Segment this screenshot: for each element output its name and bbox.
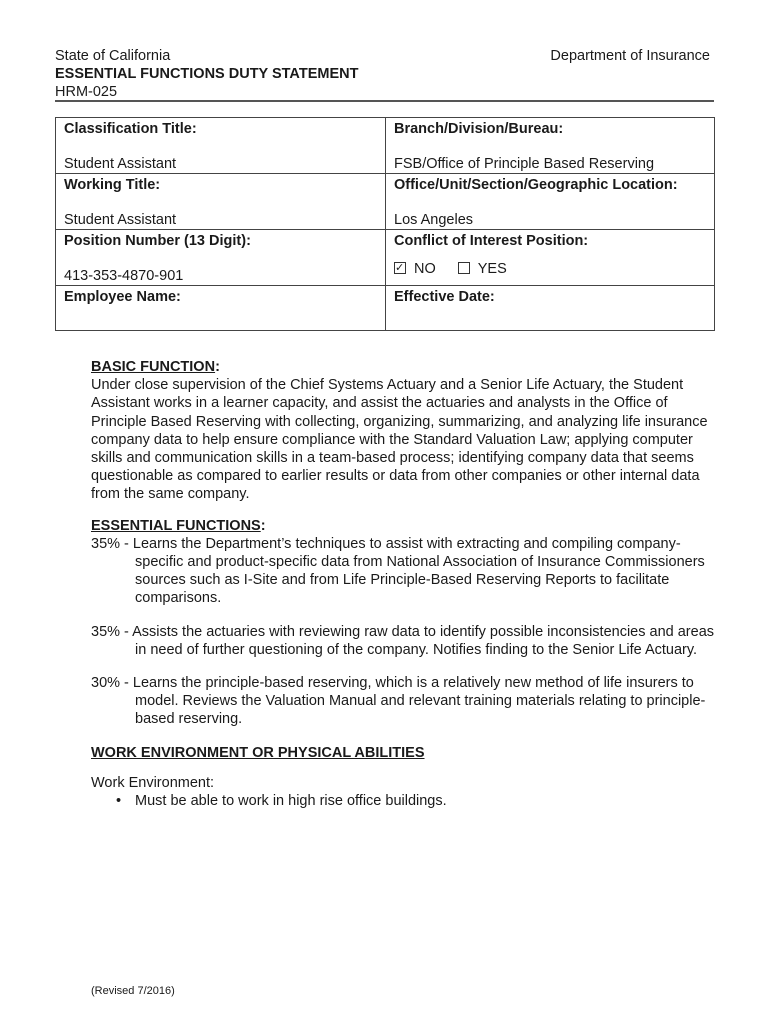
document-title: ESSENTIAL FUNCTIONS DUTY STATEMENT [55, 66, 359, 82]
revision-note: (Revised 7/2016) [91, 985, 175, 997]
duty-statement-body [91, 358, 716, 810]
coi-yes-label: YES [477, 261, 507, 277]
coi-yes-option[interactable] [458, 260, 507, 278]
working-title-cell [56, 174, 386, 230]
header-divider [55, 100, 714, 102]
effective-date-label: Effective Date: [394, 289, 495, 305]
conflict-of-interest-cell [386, 230, 715, 286]
coi-no-label: NO [414, 261, 436, 277]
essential-functions-heading [91, 517, 716, 535]
employee-name-cell [56, 286, 386, 331]
essential-functions-title: ESSENTIAL FUNCTIONS [91, 517, 261, 534]
bullet-icon: • [116, 793, 122, 810]
position-number-cell [56, 230, 386, 286]
essential-function-item: 35% - Learns the Department’s techniques to assist with extracting and compiling company-specific and product-specific data from National Association of Insurance Commissioners sources such as I-Site and from Life Principle-Based Reserving Reports to facilitate comparisons. [91, 535, 705, 607]
branch-value[interactable]: FSB/Office of Principle Based Reserving [394, 156, 655, 172]
form-number: HRM-025 [55, 84, 118, 100]
checkbox-checked-icon[interactable] [394, 262, 406, 274]
essential-functions-list [91, 535, 716, 729]
working-title-label: Working Title: [64, 177, 161, 193]
working-title-value[interactable]: Student Assistant [64, 212, 177, 228]
work-environment-title: WORK ENVIRONMENT OR PHYSICAL ABILITIES [91, 744, 425, 761]
basic-function-title: BASIC FUNCTION [91, 359, 216, 375]
checkbox-empty-icon[interactable] [458, 262, 470, 274]
essential-function-item: 30% - Learns the principle-based reserving, which is a relatively new method of life insurers to model. Reviews the Valuation Manual and relevant training materials relating to principle-based reserving. [91, 675, 706, 728]
conflict-of-interest-label: Conflict of Interest Position: [394, 233, 589, 249]
work-environment-bullet-text: Must be able to work in high rise office buildings. [135, 793, 447, 810]
essential-function-item: 35% - Assists the actuaries with reviewing raw data to identify possible inconsistencies and areas in need of further questioning of the company. Notifies finding to the Senior Life Actuary. [91, 623, 715, 658]
location-label: Office/Unit/Section/Geographic Location: [394, 177, 678, 193]
essential-functions-colon: : [260, 517, 266, 534]
work-environment-bullet [91, 792, 716, 810]
classification-title-cell [56, 118, 386, 174]
location-cell [386, 174, 715, 230]
classification-title-label: Classification Title: [64, 121, 197, 137]
coi-no-option[interactable] [394, 260, 436, 278]
basic-function-colon: : [215, 359, 220, 375]
position-info-table [55, 117, 715, 331]
position-number-label: Position Number (13 Digit): [64, 233, 251, 249]
conflict-of-interest-options [394, 260, 706, 278]
state-name: State of California [55, 48, 171, 64]
position-number-value[interactable]: 413-353-4870-901 [64, 268, 184, 284]
branch-cell [386, 118, 715, 174]
work-environment-subtitle: Work Environment: [91, 774, 215, 791]
location-value[interactable]: Los Angeles [394, 212, 474, 228]
basic-function-text: Under close supervision of the Chief Systems Actuary and a Senior Life Actuary, the Student Assistant works in a learner capacity, and assist the actuaries and analysts in the Office of Principle Based Reserving with collecting, organizing, summarizing, and analyzing life insurance company data to help ensure compliance with the Standard Valuation Law; applying computer skills and communication skills in a team-based process; identifying company data that seems questionable as compared to earlier results or data from other companies or other internal data from the same company. [91, 377, 708, 503]
department-name: Department of Insurance [550, 48, 710, 64]
effective-date-cell [386, 286, 715, 331]
basic-function-heading [91, 358, 716, 376]
document-header [55, 47, 358, 101]
branch-label: Branch/Division/Bureau: [394, 121, 564, 137]
employee-name-label: Employee Name: [64, 289, 181, 305]
classification-title-value[interactable]: Student Assistant [64, 156, 177, 172]
